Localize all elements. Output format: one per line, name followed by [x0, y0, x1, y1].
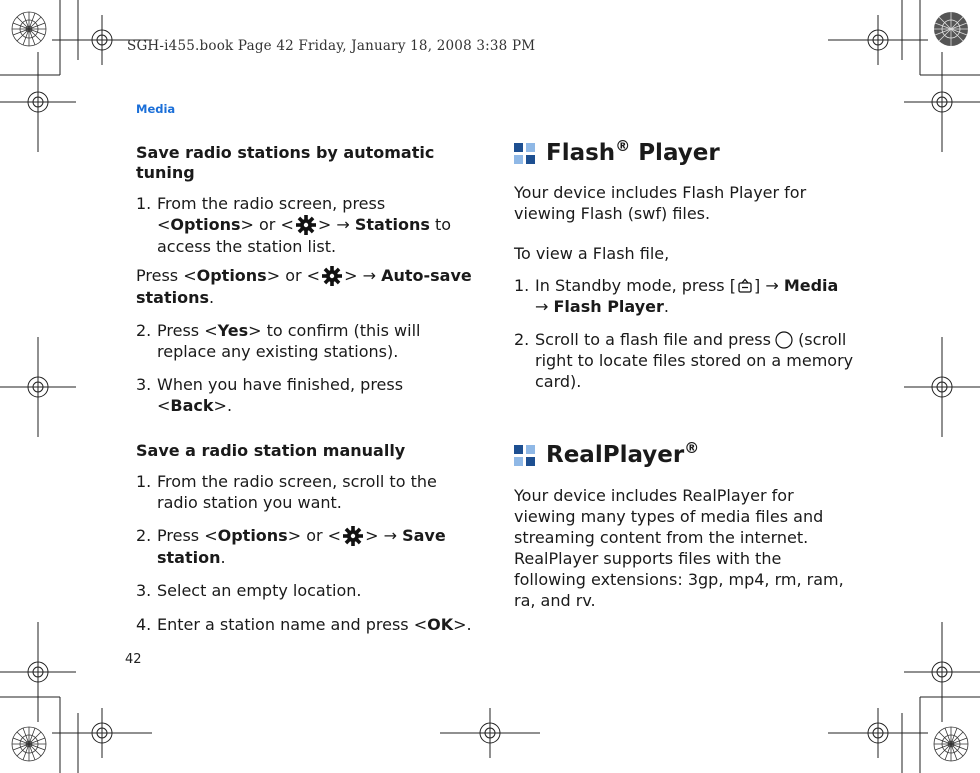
- stations-menu: Stations: [354, 215, 430, 234]
- step-number: 2.: [136, 321, 152, 340]
- running-head: Media: [136, 102, 176, 116]
- step-number: 2.: [514, 330, 530, 349]
- step-number: 3.: [136, 581, 152, 600]
- page-number: 42: [125, 652, 142, 667]
- step-number: 1.: [136, 472, 152, 491]
- manual-step-3: 3. Select an empty location.: [136, 581, 362, 600]
- gear-icon: [318, 265, 346, 287]
- auto-step-2: 2. Press <Yes> to confirm (this will replace any existing stations).: [136, 321, 421, 361]
- options-softkey: Options: [217, 526, 288, 545]
- manual-step-1: 1. From the radio screen, scroll to the radio station you want.: [136, 472, 437, 512]
- step-number: 1.: [136, 194, 152, 213]
- flash-step-2: 2. Scroll to a flash file and press (scroll right to locate files stored on a memory card).: [514, 330, 854, 391]
- right-column: [514, 138, 854, 611]
- back-softkey: Back: [170, 396, 214, 415]
- flash-player-menu: Flash Player: [553, 297, 664, 316]
- yes-softkey: Yes: [217, 321, 249, 340]
- section-squares-icon: [514, 445, 536, 467]
- flash-lead: To view a Flash file,: [514, 244, 670, 263]
- auto-save-para: Press <Options> or < > → Auto-save stations.: [136, 266, 472, 307]
- auto-save-menu: Auto-save stations: [136, 266, 472, 307]
- realplayer-body: Your device includes RealPlayer for viewing many types of media files and streaming content from the internet. RealPlayer supports files with the following extensions: 3gp, mp4, rm, ram, ra, and rv.: [514, 486, 844, 610]
- step-number: 4.: [136, 615, 152, 634]
- flash-step-1: 1. In Standby mode, press [ ] → Media → Flash Player.: [514, 276, 839, 316]
- left-column: [136, 143, 476, 635]
- save-station-menu: Save station: [157, 526, 446, 567]
- options-softkey: Options: [196, 266, 267, 285]
- registered-mark: ®: [684, 439, 700, 457]
- flash-intro: Your device includes Flash Player for viewing Flash (swf) files.: [514, 183, 807, 223]
- step-number: 1.: [514, 276, 530, 295]
- arrow: →: [362, 266, 376, 285]
- menu-key-icon: [736, 277, 754, 295]
- arrow: →: [765, 276, 779, 295]
- auto-step-3: 3. When you have finished, press <Back>.: [136, 375, 404, 415]
- step-number: 3.: [136, 375, 152, 394]
- subheading-manual: Save a radio station manually: [136, 441, 406, 460]
- subheading-auto-tuning: Save radio stations by automatic tuning: [136, 143, 435, 182]
- options-softkey: Options: [170, 215, 241, 234]
- media-menu: Media: [783, 276, 839, 295]
- gear-icon: [292, 214, 320, 236]
- section-squares-icon: [514, 143, 536, 165]
- round-key-icon: [773, 330, 793, 350]
- registered-mark: ®: [615, 137, 631, 155]
- section-title-realplayer: RealPlayer®: [514, 440, 854, 470]
- arrow: →: [535, 297, 549, 316]
- printer-slug: SGH-i455.book Page 42 Friday, January 18, 2008 3:38 PM: [127, 38, 536, 54]
- gear-icon: [339, 525, 367, 547]
- manual-step-4: 4. Enter a station name and press <OK>.: [136, 615, 472, 634]
- arrow: →: [336, 215, 350, 234]
- step-number: 2.: [136, 526, 152, 545]
- arrow: →: [383, 526, 397, 545]
- section-title-flash: Flash® Player: [514, 138, 854, 168]
- ok-softkey: OK: [427, 615, 454, 634]
- manual-step-2: 2. Press <Options> or < > → Save station.: [136, 526, 446, 567]
- auto-step-1: 1. From the radio screen, press <Options> or < > → Stations to access the station list.: [136, 194, 452, 256]
